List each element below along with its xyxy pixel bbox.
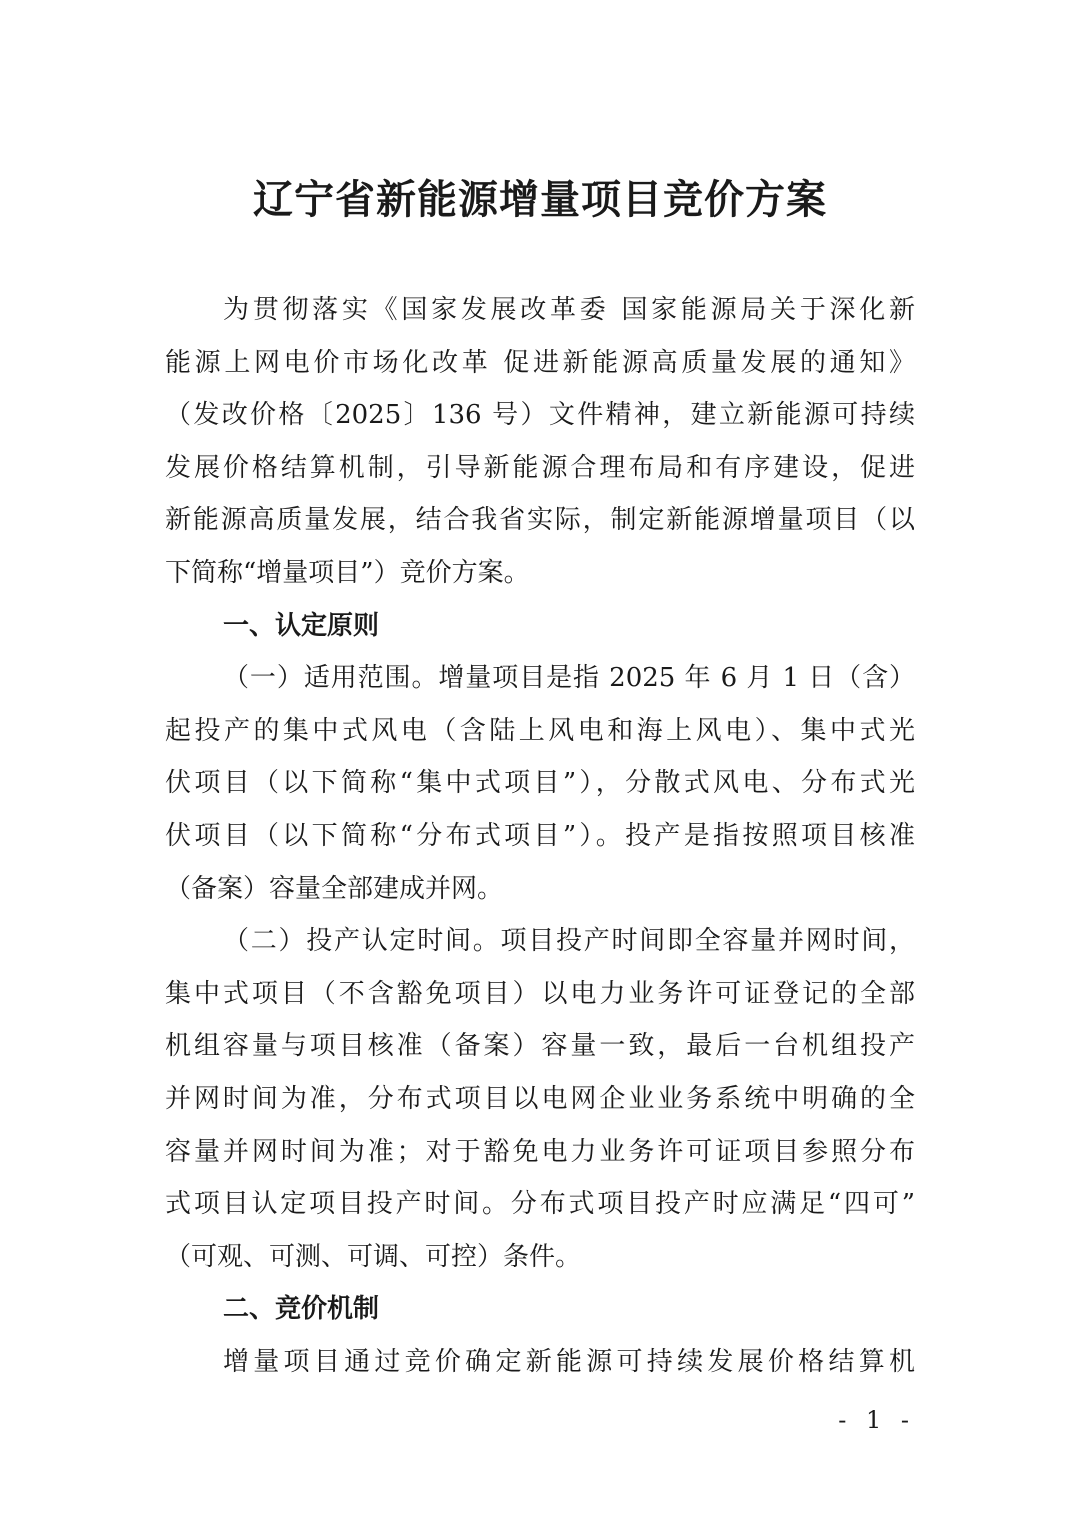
- text-line: （一）适用范围。增量项目是指 2025 年 6 月 1 日（含）: [223, 663, 915, 694]
- text-line: 新能源高质量发展，结合我省实际，制定新能源增量项目（以: [165, 505, 915, 536]
- text-line: 发展价格结算机制，引导新能源合理布局和有序建设，促进: [165, 452, 915, 483]
- text-line: 机组容量与项目核准（备案）容量一致，最后一台机组投产: [165, 1031, 915, 1062]
- text-line: （发改价格〔2025〕136 号）文件精神，建立新能源可持续: [165, 400, 915, 431]
- text-line: 式项目认定项目投产时间。分布式项目投产时应满足“四可”: [165, 1189, 915, 1220]
- paragraph: [165, 1336, 915, 1389]
- text-line: 容量并网时间为准；对于豁免电力业务许可证项目参照分布: [165, 1136, 915, 1167]
- text-line: 下简称“增量项目”）竞价方案。: [165, 557, 530, 588]
- text-line: 为贯彻落实《国家发展改革委 国家能源局关于深化新: [223, 295, 915, 325]
- text-line: 二、竞价机制: [223, 1294, 380, 1325]
- text-line: 一、认定原则: [223, 610, 380, 641]
- document-body: [165, 284, 915, 1388]
- text-line: 增量项目通过竞价确定新能源可持续发展价格结算机: [223, 1346, 915, 1377]
- text-line: 并网时间为准，分布式项目以电网企业业务系统中明确的全: [165, 1083, 915, 1114]
- page-number: - 1 -: [838, 1406, 915, 1434]
- text-line: （备案）容量全部建成并网。: [165, 873, 504, 904]
- text-line: 起投产的集中式风电（含陆上风电和海上风电）、集中式光: [165, 715, 915, 746]
- paragraph: [165, 915, 915, 1283]
- text-line: 能源上网电价市场化改革 促进新能源高质量发展的通知》: [165, 347, 915, 378]
- text-line: 伏项目（以下简称“集中式项目”），分散式风电、分布式光: [165, 768, 915, 799]
- section-heading: [165, 1283, 915, 1336]
- document-title: 辽宁省新能源增量项目竞价方案: [253, 176, 827, 223]
- paragraph: [165, 284, 915, 600]
- text-line: （二）投产认定时间。项目投产时间即全容量并网时间，: [223, 926, 915, 957]
- section-heading: [165, 600, 915, 653]
- text-line: （可观、可测、可调、可控）条件。: [165, 1241, 582, 1272]
- paragraph: [165, 652, 915, 915]
- text-line: 伏项目（以下简称“分布式项目”）。投产是指按照项目核准: [165, 820, 915, 851]
- text-line: 集中式项目（不含豁免项目）以电力业务许可证登记的全部: [165, 978, 915, 1009]
